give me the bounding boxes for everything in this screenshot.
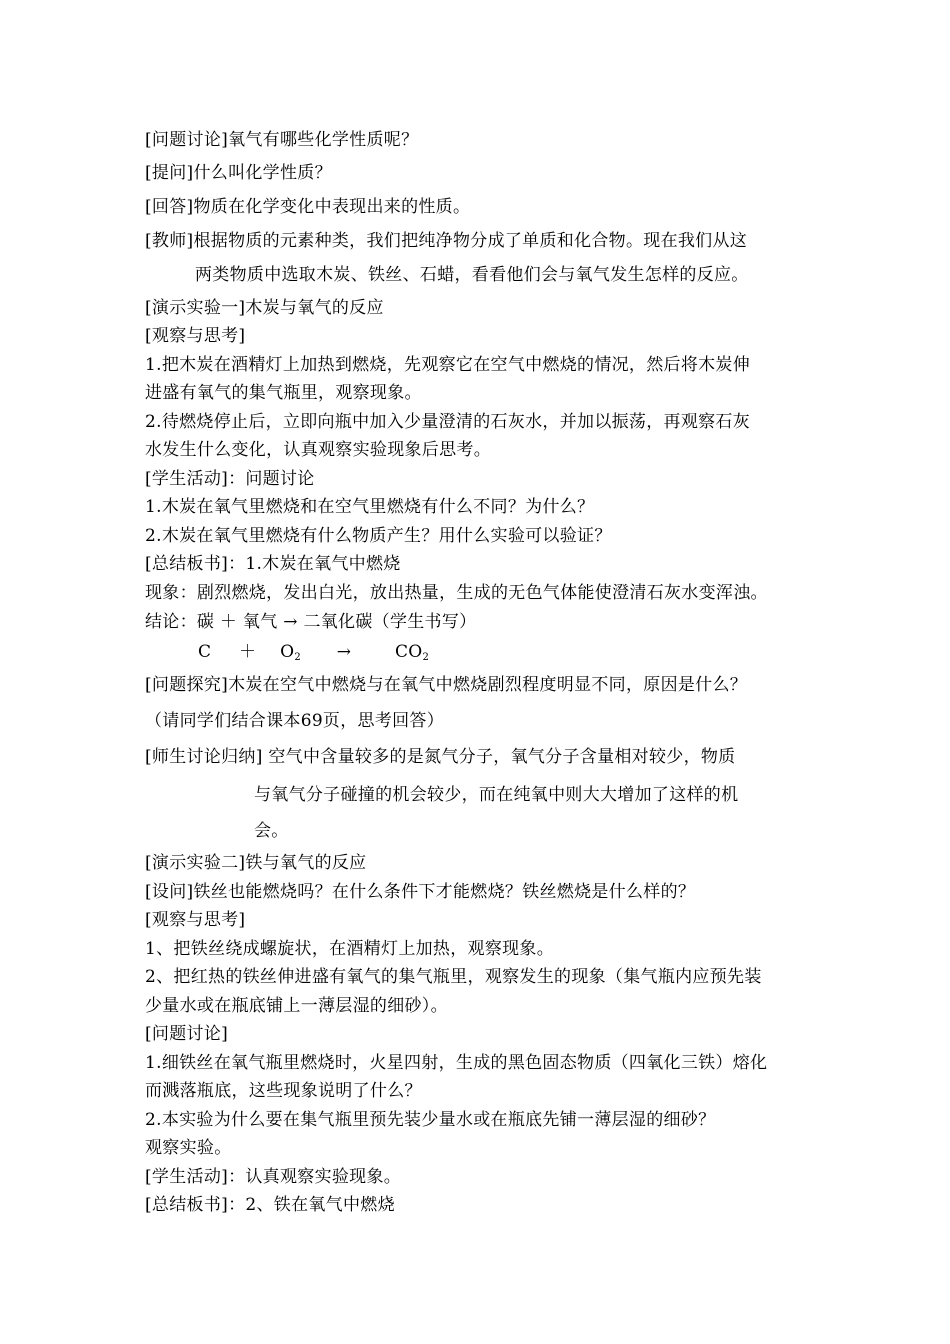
text-line: [观察与思考] (145, 910, 246, 930)
text-line: [教师]根据物质的元素种类，我们把纯净物分成了单质和化合物。现在我们从这 (145, 231, 748, 251)
text-line: [学生活动]：认真观察实验现象。 (145, 1167, 402, 1187)
text-line: 观察实验。 (145, 1138, 232, 1158)
equation-plus: ＋ (239, 642, 257, 662)
text-line: 进盛有氧气的集气瓶里，观察现象。 (145, 383, 422, 403)
equation-arrow: → (336, 642, 352, 662)
text-line: （请同学们结合课本69页，思考回答） (145, 711, 445, 731)
text-line: [师生讨论归纳] 空气中含量较多的是氮气分子，氧气分子含量相对较少，物质 (145, 747, 736, 767)
text-line: 结论：碳 ＋ 氧气 → 二氧化碳（学生书写） (145, 612, 477, 632)
text-line: [演示实验二]铁与氧气的反应 (145, 853, 367, 873)
text-line: 2.木炭在氧气里燃烧有什么物质产生？用什么实验可以验证？ (145, 526, 612, 546)
text-line: [设问]铁丝也能燃烧吗？在什么条件下才能燃烧？铁丝燃烧是什么样的？ (145, 882, 696, 902)
text-line: [总结板书]：2、铁在氧气中燃烧 (145, 1195, 395, 1215)
text-line: 现象：剧烈燃烧，发出白光，放出热量，生成的无色气体能使澄清石灰水变浑浊。 (145, 583, 768, 603)
text-line: 1.细铁丝在氧气瓶里燃烧时，火星四射，生成的黑色固态物质（四氧化三铁）熔化 (145, 1053, 768, 1073)
text-line: [观察与思考] (145, 326, 246, 346)
text-line: 2.本实验为什么要在集气瓶里预先装少量水或在瓶底先铺一薄层湿的细砂？ (145, 1110, 716, 1130)
chemical-equation (198, 641, 429, 669)
text-line: 与氧气分子碰撞的机会较少，而在纯氧中则大大增加了这样的机 (254, 785, 739, 805)
equation-carbon: C (198, 642, 212, 662)
equation-oxygen: $O_2$ (280, 642, 301, 663)
text-line: 1、把铁丝绕成螺旋状，在酒精灯上加热，观察现象。 (145, 939, 555, 959)
text-line: 2.待燃烧停止后，立即向瓶中加入少量澄清的石灰水，并加以振荡，再观察石灰 (145, 412, 751, 432)
text-line: 1.把木炭在酒精灯上加热到燃烧，先观察它在空气中燃烧的情况，然后将木炭伸 (145, 355, 751, 375)
text-line: 少量水或在瓶底铺上一薄层湿的细砂）。 (145, 996, 448, 1016)
text-line: 而溅落瓶底，这些现象说明了什么？ (145, 1081, 422, 1101)
text-line: [问题讨论] (145, 1024, 229, 1044)
text-line: [问题讨论]氧气有哪些化学性质呢？ (145, 130, 419, 150)
equation-carbon-dioxide: $CO_2$ (394, 642, 430, 663)
text-line: [回答]物质在化学变化中表现出来的性质。 (145, 197, 471, 217)
text-line: 1.木炭在氧气里燃烧和在空气里燃烧有什么不同？为什么？ (145, 497, 595, 517)
text-line: [提问]什么叫化学性质？ (145, 163, 332, 183)
text-line: 水发生什么变化，认真观察实验现象后思考。 (145, 440, 491, 460)
text-line: [问题探究]木炭在空气中燃烧与在氧气中燃烧剧烈程度明显不同，原因是什么？ (145, 675, 748, 695)
text-line: [学生活动]：问题讨论 (145, 469, 315, 489)
text-line: [总结板书]：1.木炭在氧气中燃烧 (145, 554, 401, 574)
text-line: [演示实验一]木炭与氧气的反应 (145, 298, 384, 318)
text-line: 会。 (254, 821, 289, 841)
text-line: 2、把红热的铁丝伸进盛有氧气的集气瓶里，观察发生的现象（集气瓶内应预先装 (145, 967, 762, 987)
text-line: 两类物质中选取木炭、铁丝、石蜡，看看他们会与氧气发生怎样的反应。 (195, 265, 749, 285)
